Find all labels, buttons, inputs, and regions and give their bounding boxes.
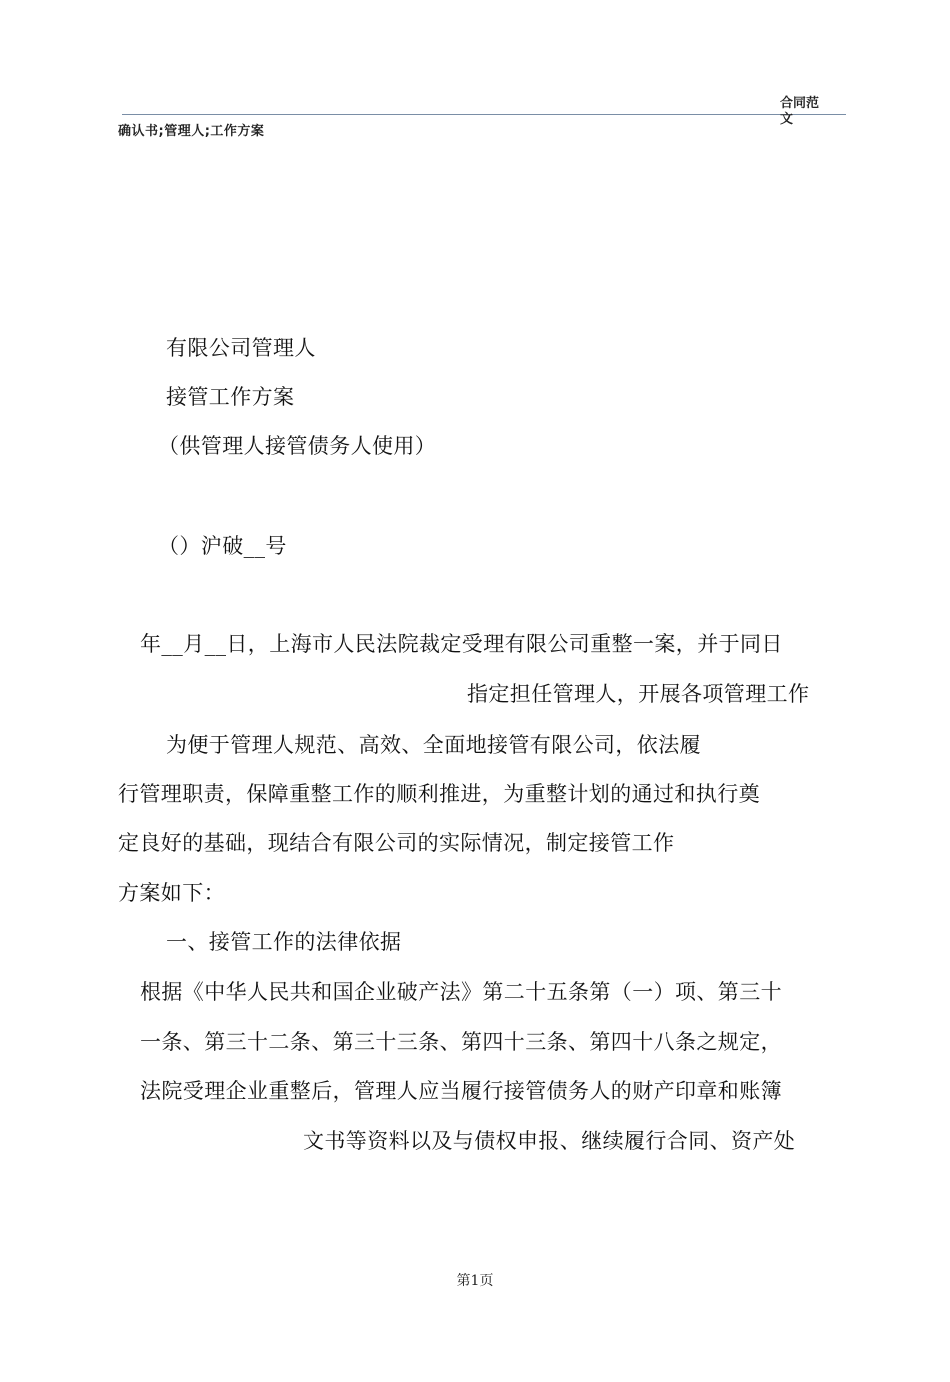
doc-title-company: 有限公司管理人 <box>166 336 316 360</box>
paragraph-line: 法院受理企业重整后，管理人应当履行接管债务人的财产印章和账簿 <box>140 1079 782 1103</box>
paragraph-line: 根据《中华人民共和国企业破产法》第二十五条第（一）项、第三十 <box>140 980 782 1004</box>
paragraph-line: 指定担任管理人，开展各项管理工作 <box>467 682 810 706</box>
doc-subtitle: （供管理人接管债务人使用） <box>158 434 437 458</box>
header-keywords: 确认书;管理人;工作方案 <box>118 124 265 139</box>
paragraph-line: 文书等资料以及与债权申报、继续履行合同、资产处 <box>303 1129 796 1153</box>
doc-title-plan: 接管工作方案 <box>166 385 295 409</box>
header-category: 合同范文 <box>780 96 820 127</box>
paragraph-line: 方案如下： <box>118 881 225 905</box>
paragraph-line: 定良好的基础，现结合有限公司的实际情况，制定接管工作 <box>118 831 675 855</box>
paragraph-line: 一条、第三十二条、第三十三条、第四十三条、第四十八条之规定， <box>140 1030 782 1054</box>
page-number: 第1页 <box>456 1273 494 1289</box>
case-number: （）沪破__号 <box>158 534 287 558</box>
paragraph-line: 行管理职责，保障重整工作的顺利推进，为重整计划的通过和执行奠 <box>118 782 760 806</box>
paragraph-line: 为便于管理人规范、高效、全面地接管有限公司，依法履 <box>166 733 701 757</box>
paragraph-line: 年__月__日，上海市人民法院裁定受理有限公司重整一案，并于同日 <box>140 632 783 656</box>
header-divider <box>122 114 846 115</box>
section-heading: 一、接管工作的法律依据 <box>166 930 402 954</box>
